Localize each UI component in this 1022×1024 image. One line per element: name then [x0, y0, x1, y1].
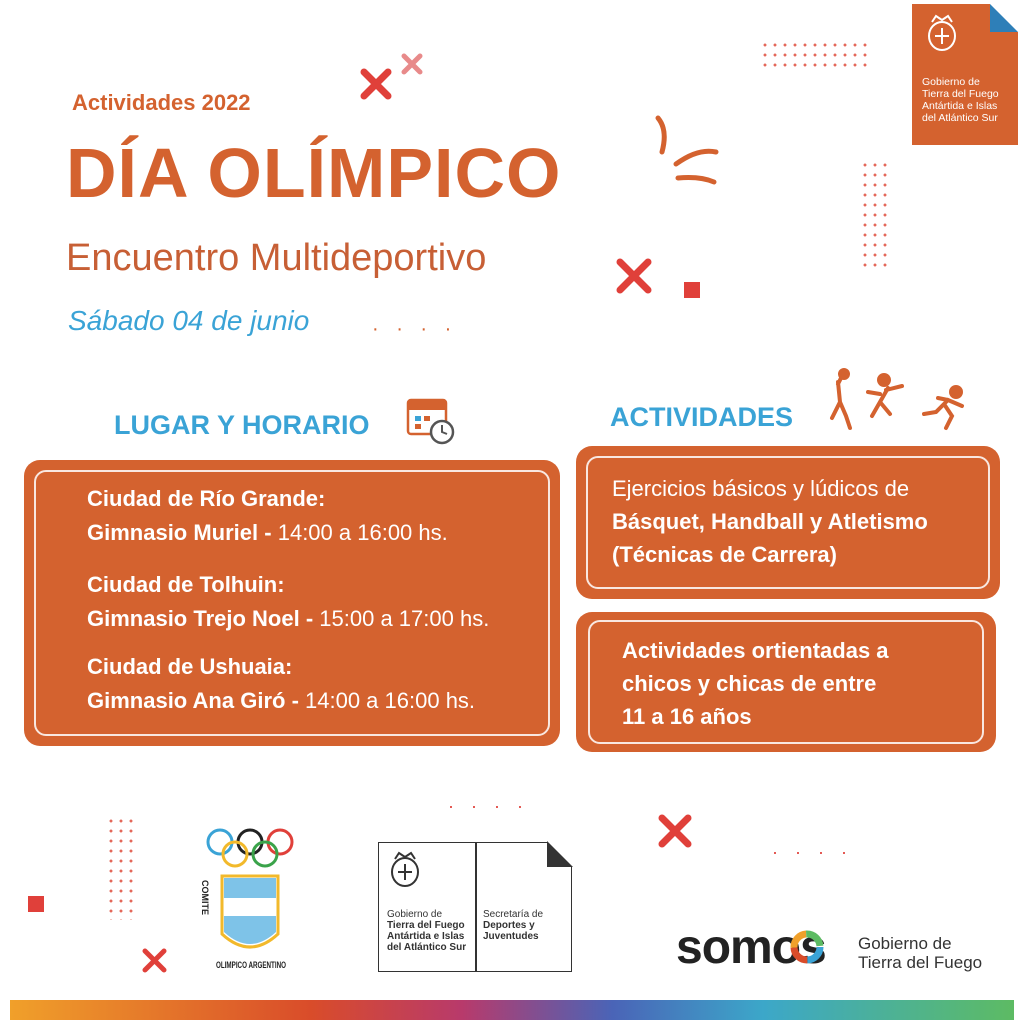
bottom-color-bar: [10, 1000, 1014, 1020]
audience-ages: 11 a 16 años: [622, 704, 752, 729]
decor-cross: [656, 812, 696, 852]
page-subtitle: Encuentro Multideportivo: [66, 237, 487, 279]
decor-dot-grid: [106, 816, 136, 920]
somos-ring-icon: [790, 930, 824, 964]
audience-line: Actividades ortientadas a: [622, 638, 889, 663]
provincial-crest-icon: [387, 851, 423, 889]
venue-time: 14:00 a 16:00 hs.: [277, 520, 448, 546]
government-badge: [912, 4, 1018, 145]
olympic-rings-icon: [208, 830, 292, 866]
venue-gym: Gimnasio Trejo Noel: [87, 606, 300, 632]
somos-logo: somos: [676, 921, 826, 974]
page-fold: [547, 841, 573, 867]
decor-dot-grid: [860, 160, 890, 270]
argentina-shield-icon: [222, 876, 278, 947]
venue-list: [87, 568, 489, 636]
secretaria-name: Secretaría de Deportes y Juventudes: [483, 909, 544, 942]
venues-card: [24, 460, 560, 746]
decor-dots: · · · ·: [372, 318, 458, 340]
venue-gym: Gimnasio Ana Giró: [87, 688, 286, 714]
government-name: Gobierno de Tierra del Fuego Antártida e Islas del Atlántico Sur: [387, 909, 467, 953]
venue-list: [87, 482, 448, 550]
section-heading-actividades: ACTIVIDADES: [610, 402, 794, 432]
coa-arc-text: COMITE: [200, 880, 210, 915]
venue-time: 14:00 a 16:00 hs.: [305, 688, 476, 714]
venue-time: 15:00 a 17:00 hs.: [319, 606, 490, 632]
logo-divider: [475, 843, 477, 971]
activities-intro: Ejercicios básicos y lúdicos de: [612, 476, 910, 501]
venue-tolhuin: Ciudad de Tolhuin: Gimnasio Trejo Noel - 15:00 a 17:00 hs.: [87, 572, 490, 632]
handball-player-icon: [868, 375, 902, 416]
basketball-player-icon: [832, 370, 850, 428]
venue-list: [87, 650, 475, 718]
government-name: Gobierno de Tierra del Fuego Antártida e Islas del Atlántico Sur: [922, 76, 999, 124]
calendar-clock-icon: [406, 394, 456, 446]
decor-dots: · · · ·: [448, 796, 529, 816]
runner-icon: [924, 387, 962, 428]
venue-rio-grande: Ciudad de Río Grande: Gimnasio Muriel - 14:00 a 16:00 hs.: [87, 486, 448, 546]
activities-description: [612, 472, 928, 571]
decor-square: [28, 896, 44, 912]
event-date: Sábado 04 de junio: [68, 305, 310, 336]
secretaria-logo: [378, 842, 572, 972]
venue-ushuaia: Ciudad de Ushuaia: Gimnasio Ana Giró - 14:00 a 16:00 hs.: [87, 654, 476, 714]
page-fold: [990, 4, 1018, 32]
audience-card: [576, 612, 996, 752]
page-title: DÍA OLÍMPICO: [66, 134, 562, 212]
venue-gym: Gimnasio Muriel: [87, 520, 259, 546]
somos-tagline: Gobierno de Tierra del Fuego: [858, 934, 983, 972]
decor-cross: [140, 946, 170, 976]
activities-card: [576, 446, 1000, 599]
decor-dot-grid: [760, 40, 870, 70]
provincial-crest-icon: [924, 14, 960, 54]
activities-technique: (Técnicas de Carrera): [612, 542, 837, 567]
decor-dots: · · · ·: [772, 842, 853, 862]
audience-description: [622, 634, 889, 733]
decor-crosses: [612, 252, 712, 302]
venue-city: Ciudad de Ushuaia:: [87, 654, 293, 679]
decor-crosses: [358, 52, 438, 104]
sport-icons: [822, 368, 972, 438]
venue-city: Ciudad de Río Grande:: [87, 486, 326, 511]
event-eyebrow: Actividades 2022: [72, 90, 251, 115]
section-heading-lugar: LUGAR Y HORARIO: [114, 410, 370, 440]
venue-city: Ciudad de Tolhuin:: [87, 572, 285, 597]
spark-lines-icon: [650, 112, 730, 192]
coa-logo: [196, 824, 304, 972]
audience-line: chicos y chicas de entre: [622, 671, 877, 696]
activities-sports: Básquet, Handball y Atletismo: [612, 509, 928, 534]
coa-arc-text: OLIMPICO ARGENTINO: [216, 960, 286, 970]
